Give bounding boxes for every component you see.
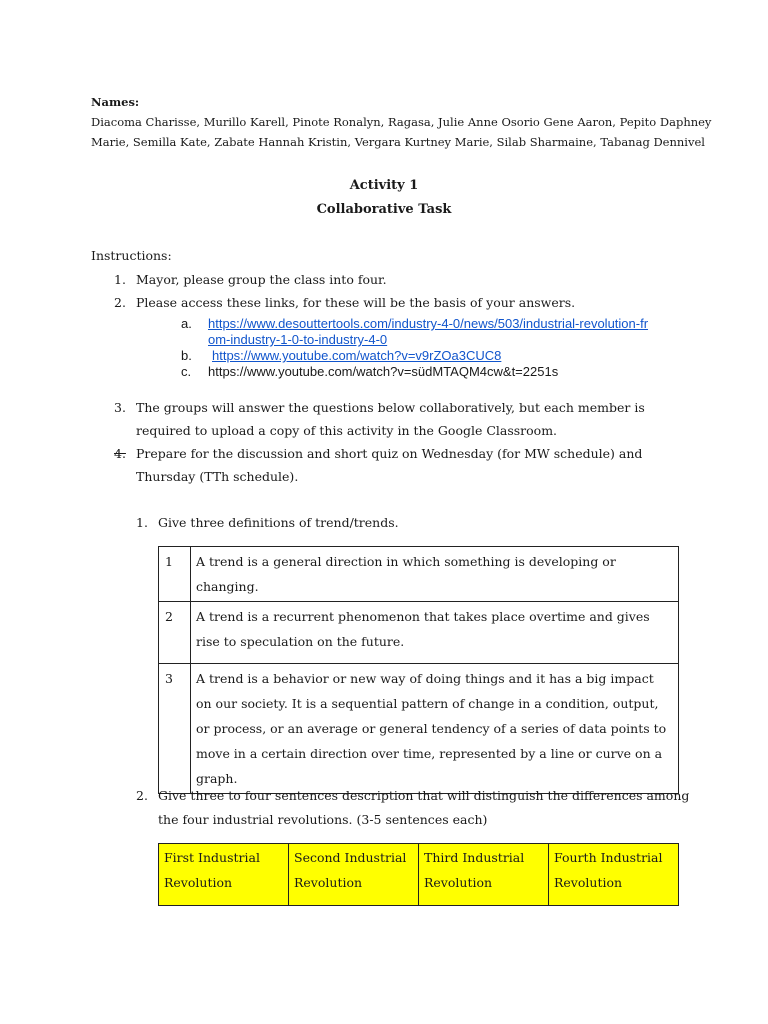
instruction-4-num: 4. [114,446,126,461]
link-c: https://www.youtube.com/watch?v=südMTAQM4cw&t=2251s [208,364,559,379]
instruction-3-num: 3. [114,400,126,415]
question-2-line-1: Give three to four sentences description that will distinguish the differences among [158,788,690,803]
instruction-3-line-2: required to upload a copy of this activity in the Google Classroom. [136,423,558,438]
instruction-3-line-1: The groups will answer the questions below collaboratively, but each member is [136,400,645,415]
question-1-text: Give three definitions of trend/trends. [158,515,399,530]
link-b[interactable]: https://www.youtube.com/watch?v=v9rZOa3CUC8 [212,348,502,363]
link-a-line-2[interactable]: om-industry-1-0-to-industry-4-0 [208,332,388,347]
header-first-industrial-revolution: First Industrial Revolution [159,844,289,906]
names-line-2: Marie, Semilla Kate, Zabate Hannah Kristin, Vergara Kurtney Marie, Silab Sharmaine, Tabanag Dennivel [91,135,705,149]
instructions-heading: Instructions: [91,248,172,263]
link-a-letter: a. [181,316,192,331]
table-row [159,844,679,906]
table-row [159,547,679,602]
table-row [159,602,679,664]
row-number: 3 [159,664,191,794]
names-line-1: Diacoma Charisse, Murillo Karell, Pinote Ronalyn, Ragasa, Julie Anne Osorio Gene Aaron, Pepito Daphney [91,115,712,129]
row-number: 1 [159,547,191,602]
activity-subtitle: Collaborative Task [316,202,452,217]
instruction-1-num: 1. [114,272,126,287]
header-second-industrial-revolution: Second Industrial Revolution [289,844,419,906]
question-1-num: 1. [136,515,148,530]
instruction-2-text: Please access these links, for these will be the basis of your answers. [136,295,576,310]
activity-title: Activity 1 [349,178,419,193]
names-label: Names: [91,95,140,109]
instruction-4-line-2: Thursday (TTh schedule). [136,469,299,484]
instruction-4-line-1: Prepare for the discussion and short quiz on Wednesday (for MW schedule) and [136,446,643,461]
header-fourth-industrial-revolution: Fourth Industrial Revolution [549,844,679,906]
trend-definition-cell: A trend is a behavior or new way of doing things and it has a big impact on our society. It is a sequential pattern of change in a condition, output, or process, or an average or general tendency of a series of data points to move in a certain direction over time, represented by a line or curve on a graph. [191,664,679,794]
question-2-line-2: the four industrial revolutions. (3-5 sentences each) [158,812,488,827]
question-2-num: 2. [136,788,148,803]
instruction-2-num: 2. [114,295,126,310]
table-row [159,664,679,794]
trend-definition-cell: A trend is a general direction in which something is developing or changing. [191,547,679,602]
link-a-line-1[interactable]: https://www.desouttertools.com/industry-4-0/news/503/industrial-revolution-fr [208,316,649,331]
instruction-1-text: Mayor, please group the class into four. [136,272,387,287]
industrial-revolutions-table [158,843,679,906]
trend-definitions-table [158,546,679,794]
trend-definition-cell: A trend is a recurrent phenomenon that takes place overtime and gives rise to speculation on the future. [191,602,679,664]
row-number: 2 [159,602,191,664]
link-c-letter: c. [181,364,192,379]
header-third-industrial-revolution: Third Industrial Revolution [419,844,549,906]
link-b-letter: b. [181,348,192,363]
